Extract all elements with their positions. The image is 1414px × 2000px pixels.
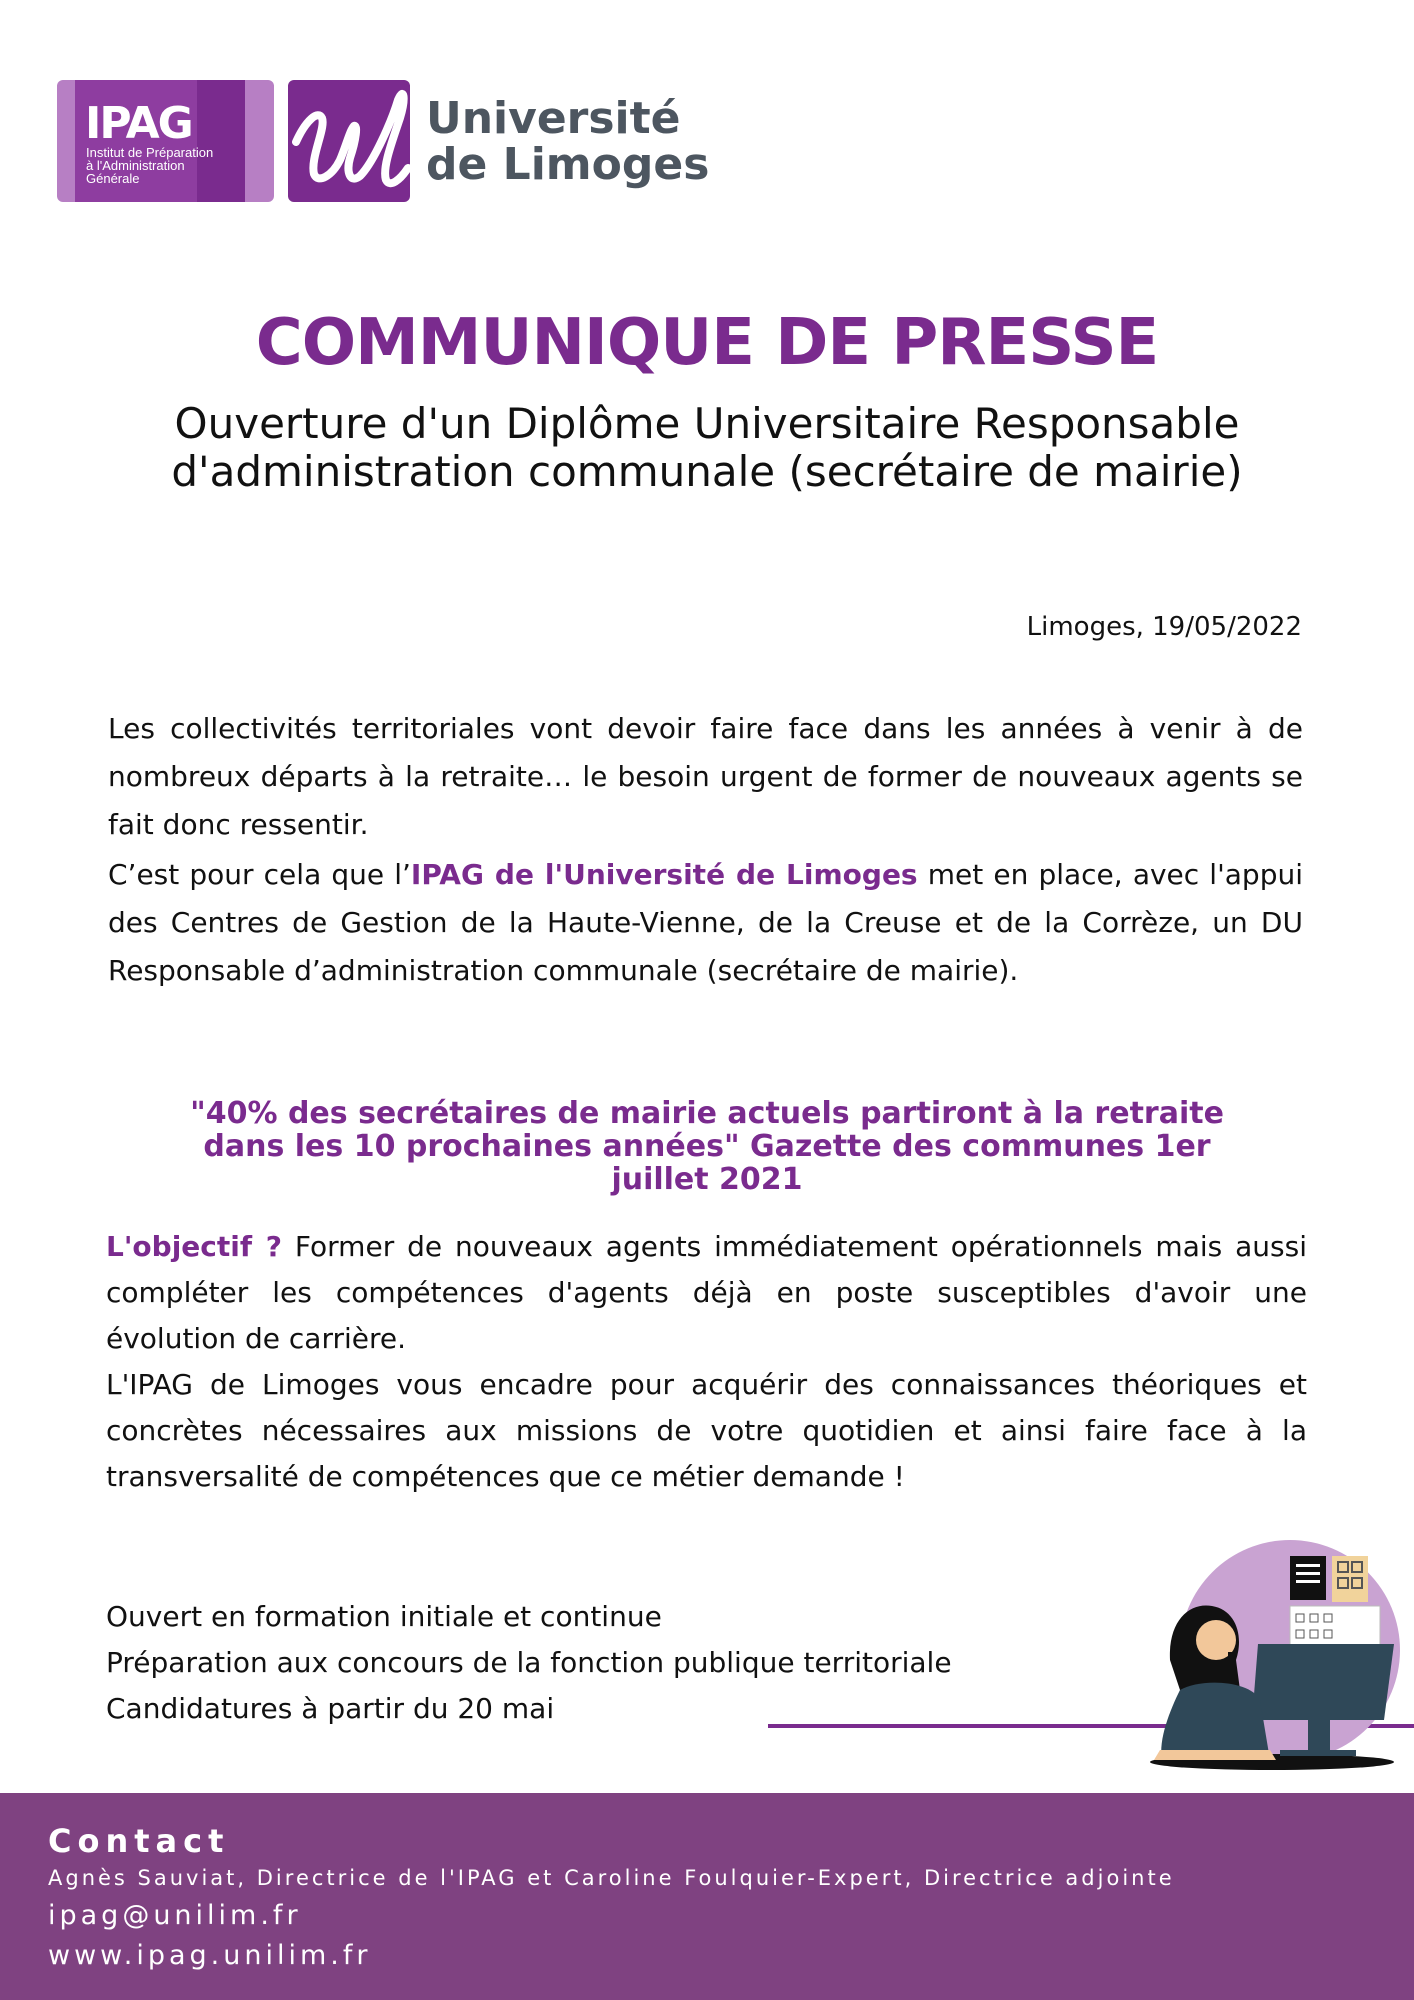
- intro-paragraph-1: Les collectivités territoriales vont devoir faire face dans les années à venir à de nombreux départs à la retraite… le besoin urgent de former de nouveaux agents se fait donc ressentir.: [108, 712, 1303, 841]
- university-logo-mark: [288, 80, 410, 202]
- woman-on-phone-illustration-icon: [1140, 1540, 1414, 1770]
- intro-paragraph-2: C’est pour cela que l’IPAG de l'Université de Limoges met en place, avec l'appui des Centres de Gestion de la Haute-Vienne, de la Creuse et de la Corrèze, un DU Responsable d’administration communale (secrétaire de mairie).: [108, 858, 1304, 987]
- ipag-logo-acronym: IPAG: [85, 98, 192, 149]
- highlight-quote: "40% des secrétaires de mairie actuels partiront à la retraite dans les 10 prochaines années" Gazette des communes 1er juillet 2021: [190, 1096, 1224, 1197]
- contact-website-link[interactable]: www.ipag.unilim.fr: [48, 1940, 372, 1971]
- ipag-highlight: IPAG de l'Université de Limoges: [410, 858, 918, 891]
- info-item: Candidatures à partir du 20 mai: [106, 1692, 555, 1725]
- info-item: Préparation aux concours de la fonction publique territoriale: [106, 1646, 952, 1679]
- page-title: COMMUNIQUE DE PRESSE: [255, 306, 1159, 380]
- ul-monogram-icon: [288, 80, 410, 202]
- ipag-support-paragraph: L'IPAG de Limoges vous encadre pour acquérir des connaissances théoriques et concrètes nécessaires aux missions de votre quotidien et ainsi faire face à la transversalité de compétences que ce métier demande !: [106, 1368, 1307, 1493]
- university-name: Université de Limoges: [426, 93, 710, 190]
- objective-paragraph: L'objectif ? Former de nouveaux agents immédiatement opérationnels mais aussi compléter les compétences d'agents déjà en poste susceptibles d'avoir une évolution de carrière.: [106, 1230, 1307, 1355]
- ipag-logo: [57, 80, 274, 202]
- contact-email-link[interactable]: ipag@unilim.fr: [48, 1900, 302, 1931]
- contact-names: Agnès Sauviat, Directrice de l'IPAG et Caroline Foulquier-Expert, Directrice adjointe: [48, 1866, 1175, 1890]
- info-item: Ouvert en formation initiale et continue: [106, 1600, 662, 1633]
- press-date: Limoges, 19/05/2022: [1026, 612, 1302, 642]
- ipag-logo-subtitle: Institut de Préparation à l'Administration Générale: [86, 145, 214, 186]
- objective-label: L'objectif ?: [106, 1230, 283, 1263]
- page-subtitle: Ouverture d'un Diplôme Universitaire Responsable d'administration communale (secrétaire de mairie): [171, 399, 1243, 496]
- contact-title: Contact: [48, 1822, 230, 1860]
